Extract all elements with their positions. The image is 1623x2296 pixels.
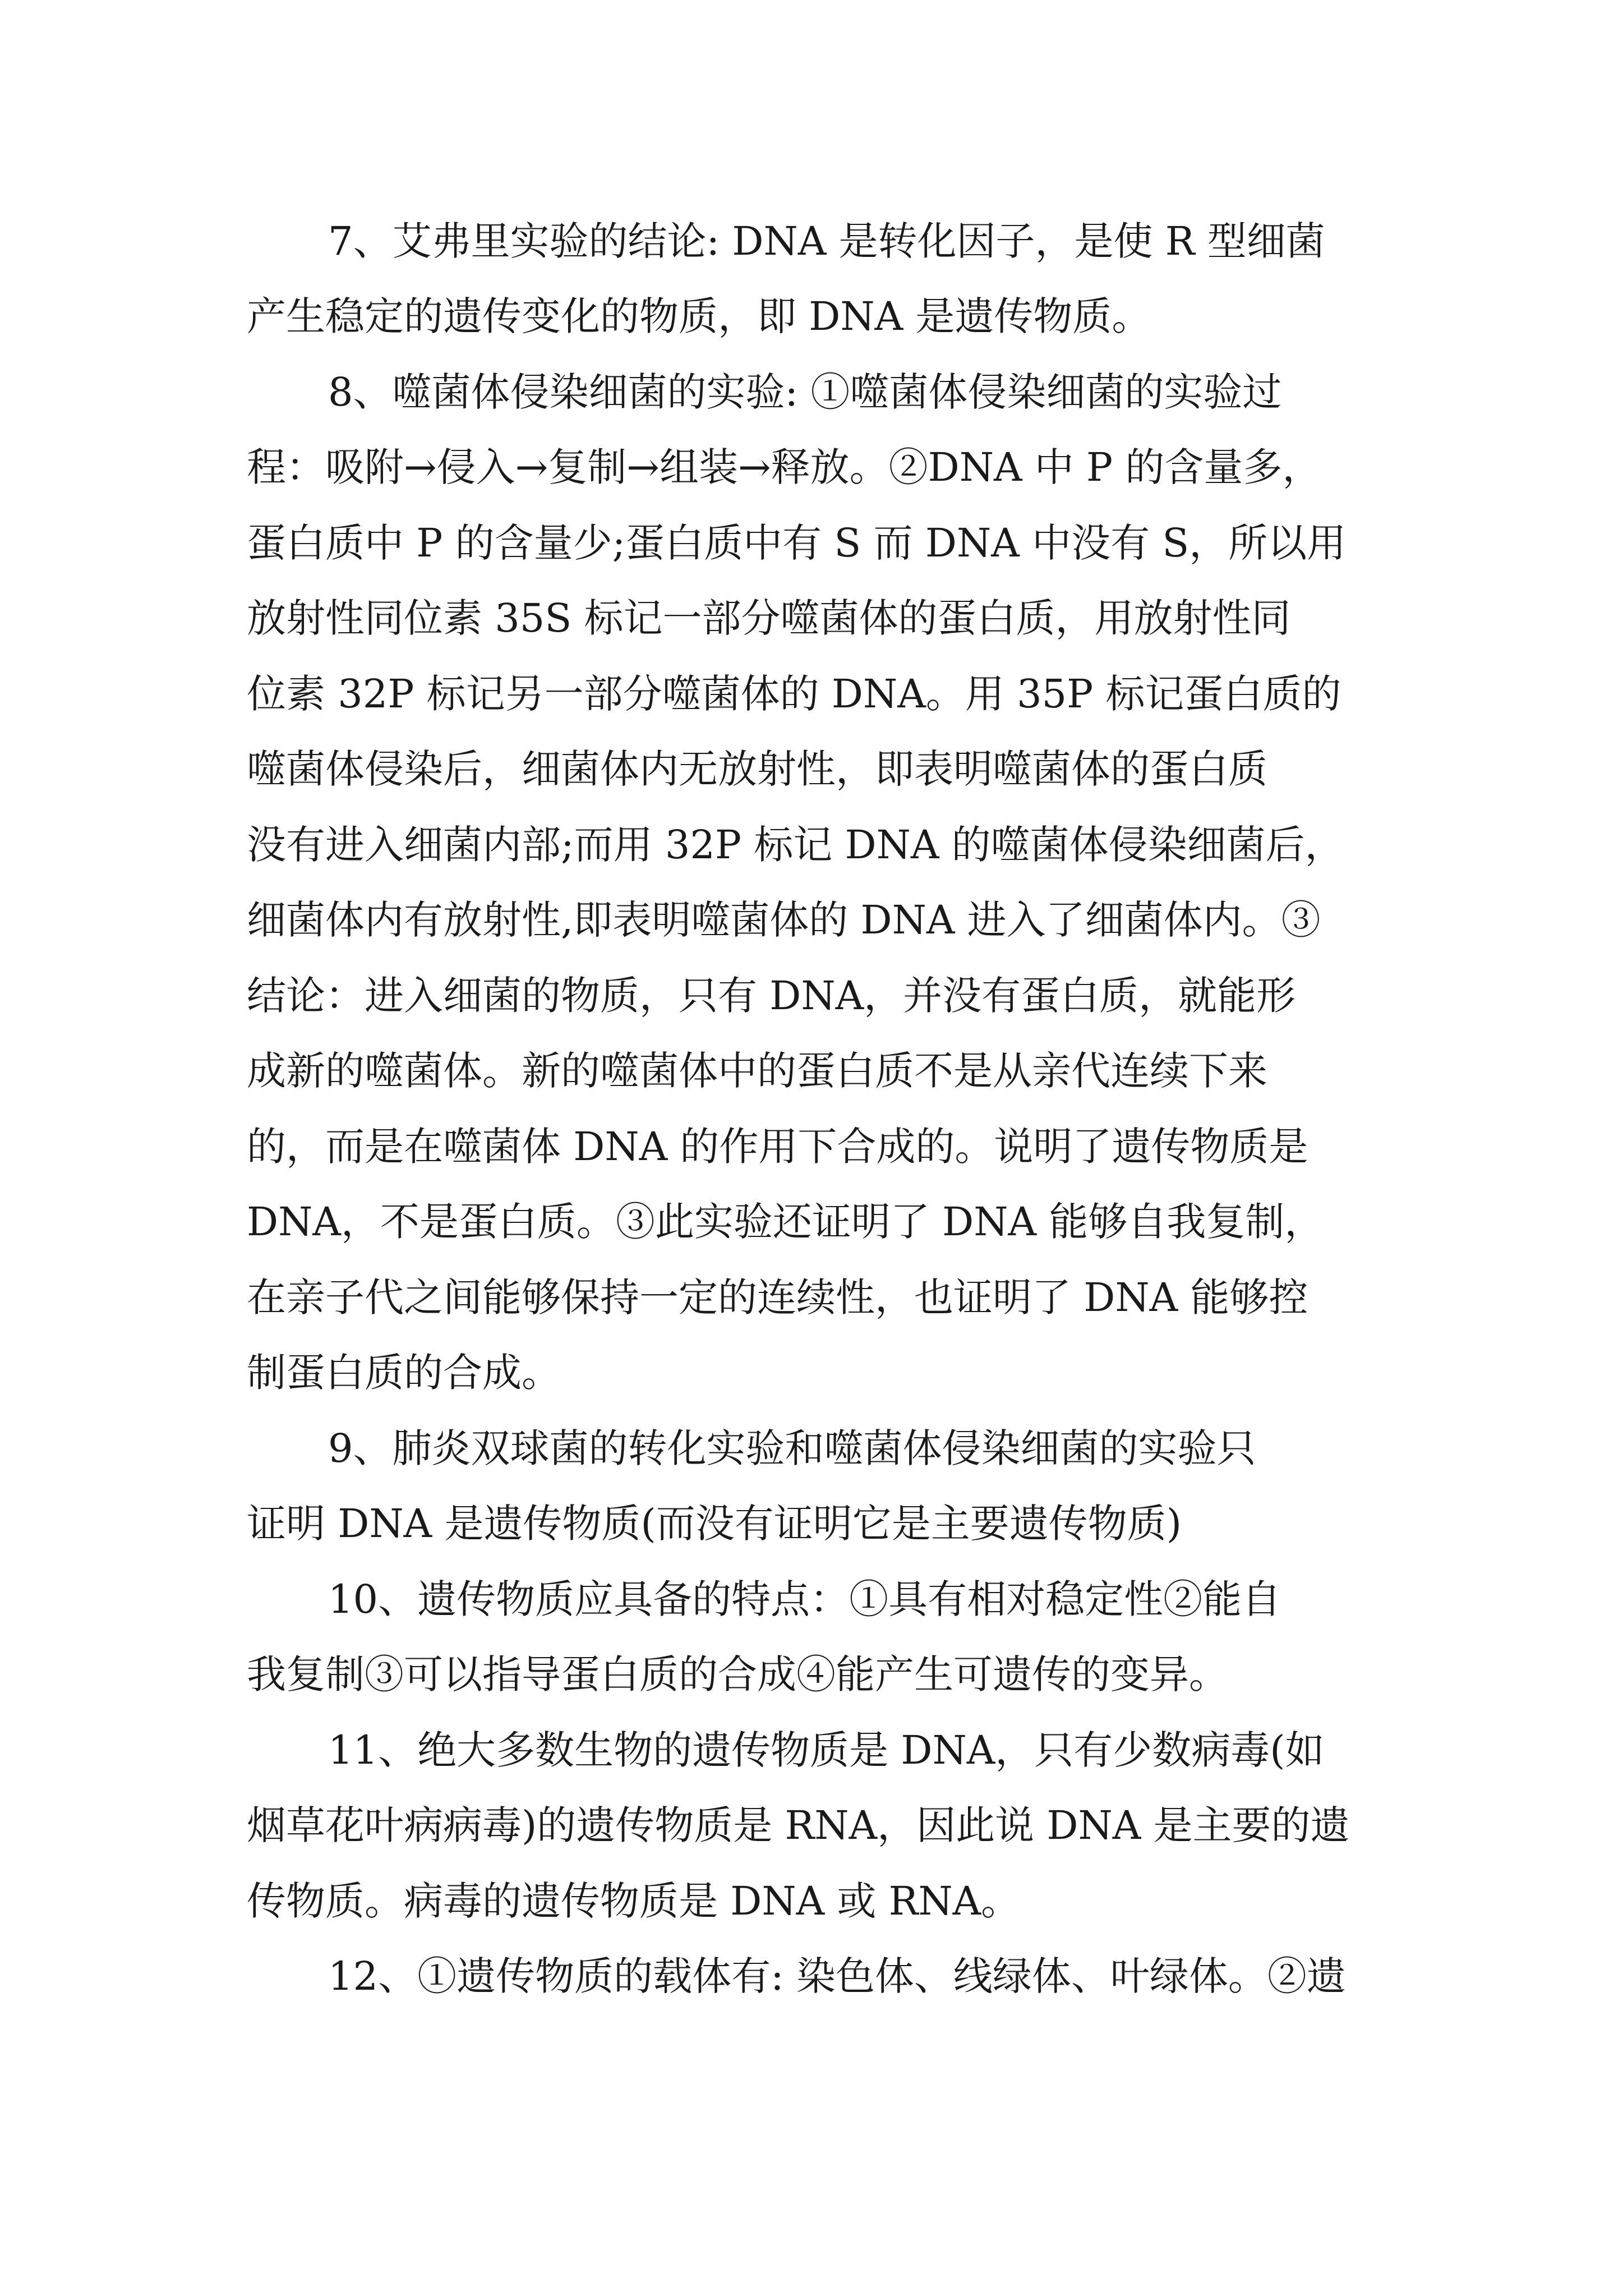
text-line: 烟草花叶病病毒)的遗传物质是 RNA，因此说 DNA 是主要的遗	[247, 1802, 1350, 1848]
text-line: 在亲子代之间能够保持一定的连续性，也证明了 DNA 能够控	[247, 1274, 1308, 1320]
text-line: 位素 32P 标记另一部分噬菌体的 DNA。用 35P 标记蛋白质的	[247, 671, 1341, 717]
text-line: 7、艾弗里实验的结论: DNA 是转化因子，是使 R 型细菌	[328, 218, 1325, 264]
text-line: 结论：进入细菌的物质，只有 DNA，并没有蛋白质，就能形	[247, 973, 1296, 1019]
text-line: 的，而是在噬菌体 DNA 的作用下合成的。说明了遗传物质是	[247, 1124, 1308, 1170]
text-line: 没有进入细菌内部;而用 32P 标记 DNA 的噬菌体侵染细菌后，	[247, 822, 1344, 868]
text-line: 程：吸附→侵入→复制→组装→释放。②DNA 中 P 的含量多，	[247, 444, 1322, 490]
text-line: 成新的噬菌体。新的噬菌体中的蛋白质不是从亲代连续下来	[247, 1048, 1267, 1094]
text-line: 制蛋白质的合成。	[247, 1350, 561, 1396]
text-line: 12、①遗传物质的载体有: 染色体、线绿体、叶绿体。②遗	[328, 1953, 1346, 1999]
text-line: 蛋白质中 P 的含量少;蛋白质中有 S 而 DNA 中没有 S，所以用	[247, 520, 1347, 566]
text-line: 8、噬菌体侵染细菌的实验: ①噬菌体侵染细菌的实验过	[328, 369, 1282, 415]
text-line: 9、肺炎双球菌的转化实验和噬菌体侵染细菌的实验只	[328, 1425, 1256, 1471]
text-line: 传物质。病毒的遗传物质是 DNA 或 RNA。	[247, 1878, 1021, 1924]
text-line: 我复制③可以指导蛋白质的合成④能产生可遗传的变异。	[247, 1651, 1228, 1697]
text-line: 细菌体内有放射性,即表明噬菌体的 DNA 进入了细菌体内。③	[247, 897, 1321, 943]
text-line: 放射性同位素 35S 标记一部分噬菌体的蛋白质，用放射性同	[247, 595, 1291, 641]
text-line: 11、绝大多数生物的遗传物质是 DNA，只有少数病毒(如	[328, 1727, 1325, 1773]
text-line: 产生稳定的遗传变化的物质，即 DNA 是遗传物质。	[247, 293, 1151, 339]
text-line: 噬菌体侵染后，细菌体内无放射性，即表明噬菌体的蛋白质	[247, 746, 1267, 792]
text-line: DNA，不是蛋白质。③此实验还证明了 DNA 能够自我复制，	[247, 1199, 1324, 1245]
text-line: 10、遗传物质应具备的特点：①具有相对稳定性②能自	[328, 1576, 1281, 1622]
text-line: 证明 DNA 是遗传物质(而没有证明它是主要遗传物质)	[247, 1501, 1182, 1547]
